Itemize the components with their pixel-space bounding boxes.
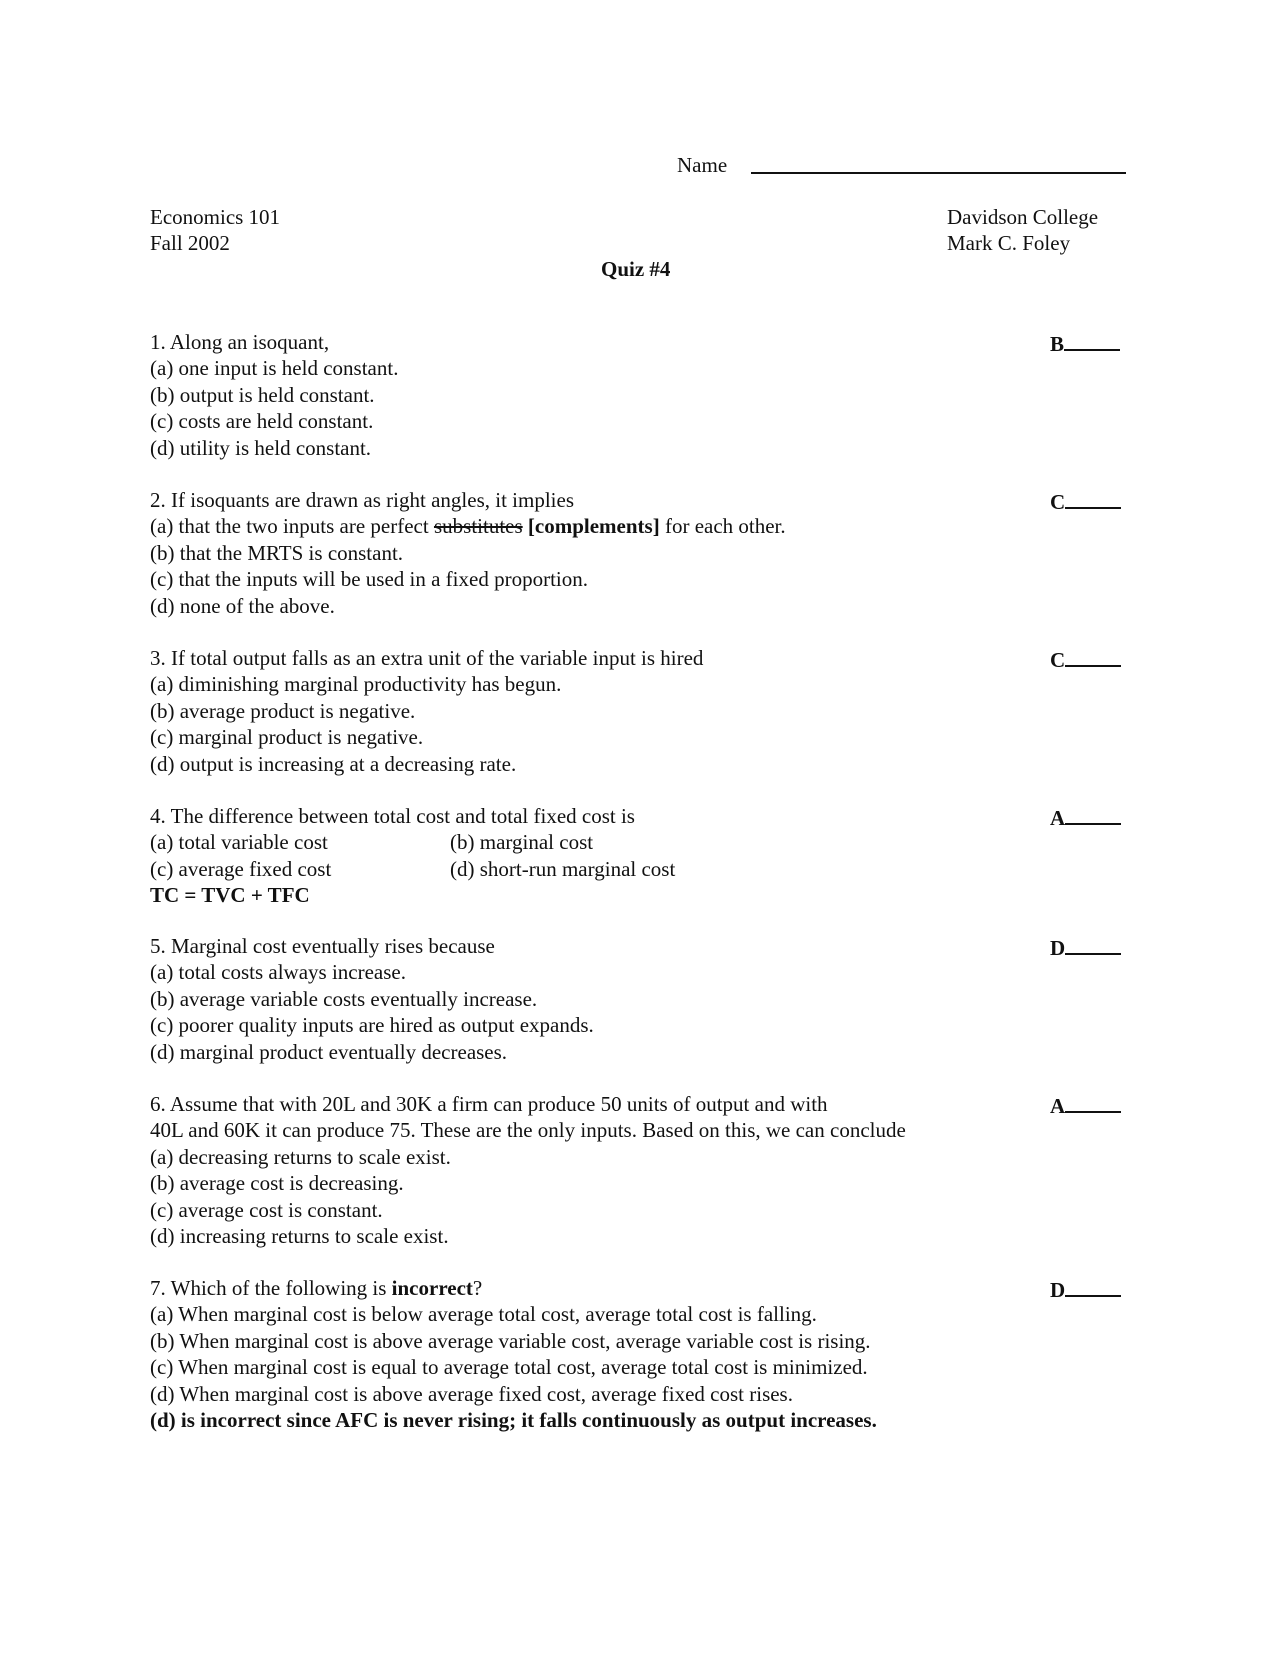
question-2: [150, 487, 1050, 619]
option: (d) none of the above.: [150, 593, 335, 618]
option: (b) average product is negative.: [150, 698, 416, 723]
question-stem: 6. Assume that with 20L and 30K a firm can produce 50 units of output and with: [150, 1092, 828, 1116]
option: (b) marginal cost: [450, 830, 594, 855]
options-row: [150, 856, 1050, 882]
question-5: [150, 933, 1050, 1065]
term: Fall 2002: [150, 231, 230, 255]
option-a: [150, 513, 1050, 539]
answer-letter: C: [1050, 648, 1066, 672]
answer-1: [1050, 329, 1120, 357]
quiz-title: Quiz #4: [601, 257, 671, 281]
college-name: Davidson College: [947, 205, 1099, 229]
option: (d) When marginal cost is above average fixed cost, average fixed cost rises.: [150, 1381, 793, 1406]
answer-blank: [1065, 933, 1121, 955]
question-stem: 2. If isoquants are drawn as right angles, it implies: [150, 488, 574, 512]
answer-6: [1050, 1091, 1121, 1119]
course-title: Economics 101: [150, 205, 281, 229]
option: (c) costs are held constant.: [150, 409, 374, 434]
stem-emphasis: incorrect: [391, 1276, 473, 1300]
answer-4: [1050, 803, 1121, 831]
option: (b) output is held constant.: [150, 382, 375, 407]
answer-5: [1050, 933, 1121, 961]
correction-word: [complements]: [522, 514, 660, 539]
option: (c) When marginal cost is equal to average total cost, average total cost is minimized.: [150, 1355, 868, 1380]
option: (c) average cost is constant.: [150, 1197, 383, 1222]
question-6: [150, 1091, 1050, 1249]
option: (d) short-run marginal cost: [450, 856, 676, 881]
answer-3: [1050, 645, 1121, 673]
question-stem: 3. If total output falls as an extra unit of the variable input is hired: [150, 646, 704, 670]
instructor-name: Mark C. Foley: [947, 231, 1071, 255]
question-4: [150, 803, 1050, 909]
option-a-prefix: (a) that the two inputs are perfect: [150, 514, 434, 539]
option: (d) marginal product eventually decreases.: [150, 1039, 508, 1064]
question-stem: 1. Along an isoquant,: [150, 330, 330, 354]
stem-prefix: 7. Which of the following is: [150, 1276, 392, 1300]
question-stem: 5. Marginal cost eventually rises because: [150, 934, 495, 958]
option: (b) that the MRTS is constant.: [150, 540, 404, 565]
option: (a) total variable cost: [150, 830, 328, 855]
option: (b) When marginal cost is above average variable cost, average variable cost is rising.: [150, 1328, 871, 1353]
option: (a) When marginal cost is below average total cost, average total cost is falling.: [150, 1302, 817, 1327]
answer-blank: [1065, 1275, 1121, 1297]
question-stem: 4. The difference between total cost and total fixed cost is: [150, 804, 635, 828]
option: (a) diminishing marginal productivity has begun.: [150, 672, 562, 697]
answer-letter: A: [1050, 806, 1066, 830]
option: (c) average fixed cost: [150, 856, 332, 881]
stem-suffix: ?: [472, 1276, 483, 1300]
option: (d) output is increasing at a decreasing rate.: [150, 751, 517, 776]
question-1: [150, 329, 1050, 461]
answer-blank: [1065, 803, 1121, 825]
option: (d) increasing returns to scale exist.: [150, 1224, 449, 1249]
answer-blank: [1064, 329, 1120, 351]
question-7: [150, 1275, 1050, 1433]
answer-letter: C: [1050, 490, 1066, 514]
answer-note: (d) is incorrect since AFC is never rising; it falls continuously as output increases.: [150, 1408, 877, 1433]
answer-blank: [1065, 487, 1121, 509]
answer-letter: D: [1050, 936, 1066, 960]
option: (c) that the inputs will be used in a fixed proportion.: [150, 567, 588, 592]
answer-letter: B: [1050, 332, 1065, 356]
answer-2: [1050, 487, 1121, 515]
option: (d) utility is held constant.: [150, 435, 372, 460]
question-stem: [150, 1275, 1050, 1301]
option-a-suffix: for each other.: [659, 514, 786, 539]
name-blank-line: [751, 172, 1126, 174]
option: (c) marginal product is negative.: [150, 725, 424, 750]
answer-letter: A: [1050, 1094, 1066, 1118]
options-row: [150, 829, 1050, 855]
option: (b) average cost is decreasing.: [150, 1171, 404, 1196]
question-stem-continued: 40L and 60K it can produce 75. These are the only inputs. Based on this, we can conclude: [150, 1118, 906, 1143]
option: (a) total costs always increase.: [150, 960, 406, 985]
answer-note: TC = TVC + TFC: [150, 883, 310, 908]
option: (a) decreasing returns to scale exist.: [150, 1144, 451, 1169]
answer-blank: [1065, 1091, 1121, 1113]
answer-7: [1050, 1275, 1121, 1303]
option: (a) one input is held constant.: [150, 356, 399, 381]
name-label: Name: [677, 153, 728, 177]
struck-word: substitutes: [433, 514, 523, 539]
answer-letter: D: [1050, 1278, 1066, 1302]
option: (b) average variable costs eventually increase.: [150, 986, 538, 1011]
option: (c) poorer quality inputs are hired as output expands.: [150, 1013, 594, 1038]
question-3: [150, 645, 1050, 777]
answer-blank: [1065, 645, 1121, 667]
